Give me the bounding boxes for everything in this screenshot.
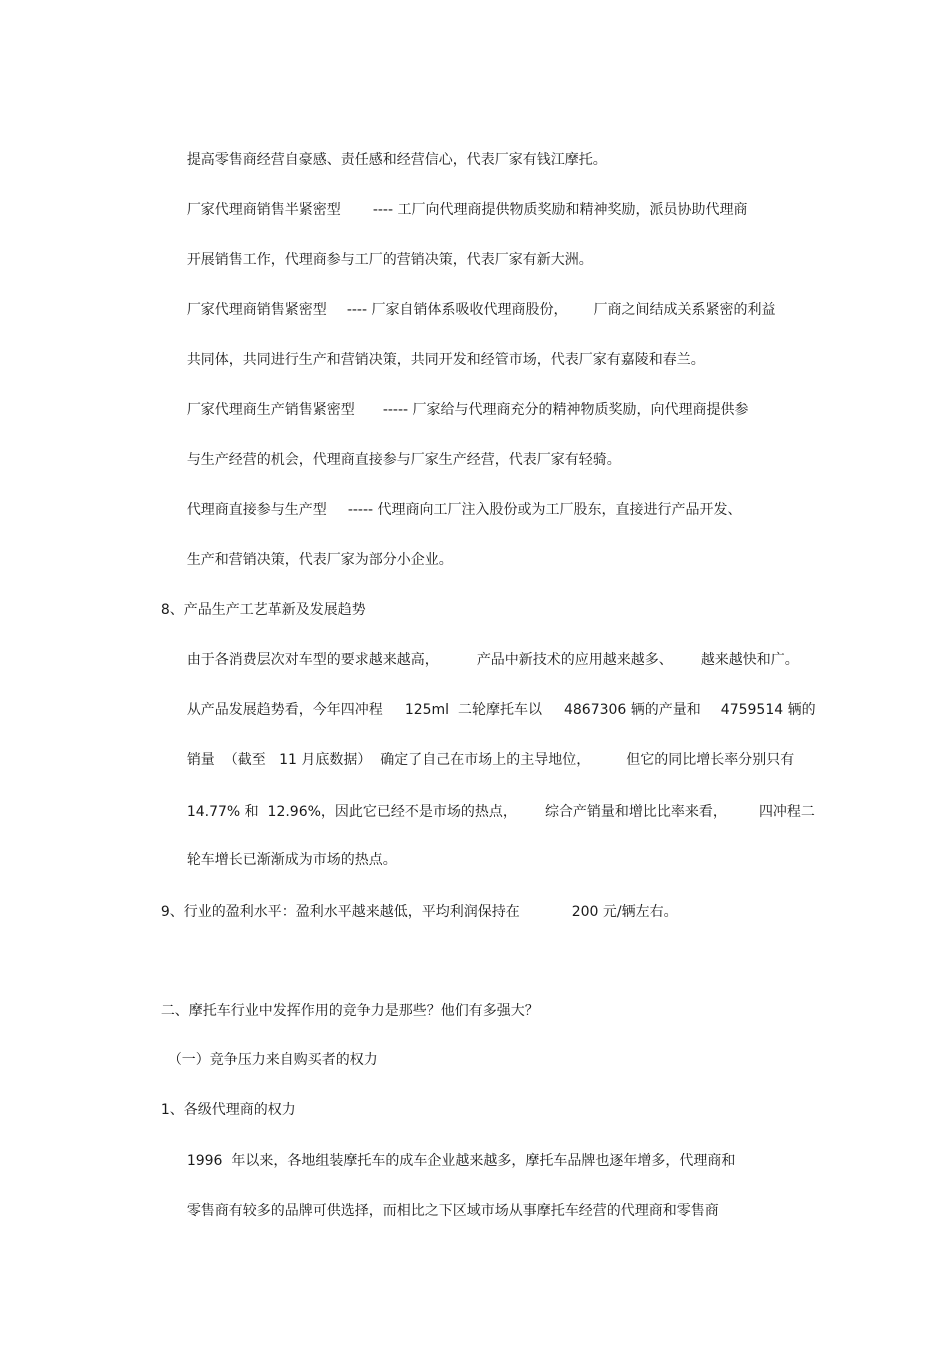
- paragraph-line: [169, 1131, 736, 1169]
- text-span: 提高零售商经营自豪感、责任感和经营信心，代表厂家有钱江摩托。: [186, 152, 607, 168]
- text-span: ---- 工厂向代理商提供物质奖励和精神奖励，派员协助代理商: [372, 202, 748, 218]
- section-heading-9: [143, 882, 678, 920]
- text-span: 产品中新技术的应用越来越多、: [476, 652, 673, 668]
- heading-text: 1、各级代理商的权力: [160, 1102, 296, 1118]
- text-span: 但它的同比增长率分别只有: [626, 752, 795, 768]
- text-span: 生产和营销决策，代表厂家为部分小企业。: [186, 552, 453, 568]
- text-span: 轮车增长已渐渐成为市场的热点。: [186, 852, 397, 868]
- paragraph-line: [169, 782, 815, 820]
- heading-text: 200 元/辆左右。: [571, 904, 678, 920]
- text-span: 开展销售工作，代理商参与工厂的营销决策，代表厂家有新大洲。: [186, 252, 593, 268]
- text-span: 零售商有较多的品牌可供选择，而相比之下区域市场从事摩托车经营的代理商和零售商: [186, 1203, 719, 1219]
- section-heading-1: [143, 1080, 296, 1118]
- heading-text: 9、行业的盈利水平：盈利水平越来越低，平均利润保持在: [160, 904, 520, 920]
- paragraph-line: [169, 330, 705, 368]
- text-span: 厂家代理商销售紧密型: [186, 302, 327, 318]
- text-span: 从产品发展趋势看，今年四冲程: [186, 702, 383, 718]
- text-span: 越来越快和广。: [700, 652, 799, 668]
- paragraph-line: [169, 130, 607, 168]
- chapter-heading: [143, 981, 539, 1019]
- text-span: 4759514 辆的: [720, 702, 816, 718]
- paragraph-line: [169, 1181, 719, 1219]
- text-span: ----- 厂家给与代理商充分的精神物质奖励，向代理商提供参: [382, 402, 749, 418]
- section-heading-8: [143, 580, 366, 618]
- text-span: 1996 年以来，各地组装摩托车的成车企业越来越多，摩托车品牌也逐年增多，代理商和: [186, 1153, 736, 1169]
- paragraph-line: [169, 730, 795, 768]
- paragraph-line: [169, 480, 742, 518]
- paragraph-line: [169, 680, 816, 718]
- text-span: ---- 厂家自销体系吸收代理商股份，: [346, 302, 568, 318]
- paragraph-line: [169, 630, 799, 668]
- heading-text: （一）竞争压力来自购买者的权力: [167, 1052, 378, 1068]
- paragraph-line: [169, 230, 593, 268]
- text-span: 厂家代理商生产销售紧密型: [186, 402, 355, 418]
- text-span: 由于各消费层次对车型的要求越来越高，: [186, 652, 439, 668]
- paragraph-line: [169, 180, 748, 218]
- text-span: ----- 代理商向工厂注入股份或为工厂股东，直接进行产品开发、: [347, 502, 742, 518]
- paragraph-line: [169, 530, 453, 568]
- text-span: 125ml 二轮摩托车以: [404, 702, 542, 718]
- text-span: 共同体，共同进行生产和营销决策，共同开发和经管市场，代表厂家有嘉陵和春兰。: [186, 352, 705, 368]
- heading-text: 8、产品生产工艺革新及发展趋势: [160, 602, 366, 618]
- text-span: 综合产销量和增比比率来看，: [544, 804, 727, 820]
- text-span: 代理商直接参与生产型: [186, 502, 327, 518]
- paragraph-line: [169, 280, 776, 318]
- text-span: 四冲程二: [758, 804, 815, 820]
- text-span: 销量 （截至 11 月底数据） 确定了自己在市场上的主导地位，: [186, 752, 591, 768]
- subsection-heading: [150, 1030, 378, 1068]
- text-span: 厂商之间结成关系紧密的利益: [593, 302, 776, 318]
- paragraph-line: [169, 830, 397, 868]
- paragraph-line: [169, 380, 749, 418]
- heading-text: 二、摩托车行业中发挥作用的竞争力是那些？他们有多强大？: [160, 1003, 539, 1019]
- text-span: 与生产经营的机会，代理商直接参与厂家生产经营，代表厂家有轻骑。: [186, 452, 621, 468]
- paragraph-line: [169, 430, 621, 468]
- text-span: 厂家代理商销售半紧密型: [186, 202, 341, 218]
- text-span: 4867306 辆的产量和: [563, 702, 701, 718]
- text-span: 14.77% 和 12.96%，因此它已经不是市场的热点，: [186, 804, 517, 820]
